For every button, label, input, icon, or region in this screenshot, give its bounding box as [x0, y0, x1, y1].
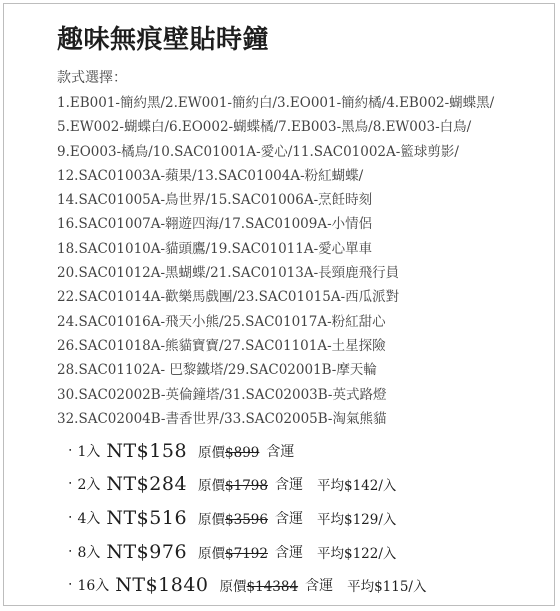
average-price: 平均$115/入 — [347, 579, 427, 596]
average-price: 平均$129/入 — [316, 511, 397, 528]
original-price-value: $14384 — [246, 579, 299, 596]
shipping-note: 含運 — [274, 510, 303, 527]
sale-price: NT$976 — [106, 540, 188, 563]
original-price-label: 原價 — [198, 511, 226, 528]
style-options-list — [57, 91, 547, 431]
shipping-note: 含運 — [305, 578, 334, 595]
shipping-note: 含運 — [274, 544, 303, 561]
original-price-label: 原價 — [219, 579, 247, 596]
average-price: 平均$142/入 — [316, 478, 397, 495]
original-price — [220, 575, 299, 595]
style-line: 1.EB001-簡約黑/2.EW001-簡約白/3.EO001-簡約橘/4.EB002-蝴蝶黑/ — [57, 95, 495, 111]
style-line: 18.SAC01010A-貓頭鷹/19.SAC01011A-愛心單車 — [57, 240, 373, 257]
bullet-dot: ‧ — [68, 543, 73, 560]
sale-price: NT$516 — [106, 506, 188, 529]
original-price-value: $7192 — [225, 545, 268, 562]
average-price: 平均$122/入 — [316, 545, 397, 562]
original-price — [198, 474, 268, 494]
original-price — [198, 542, 268, 562]
sale-price: NT$158 — [106, 439, 188, 462]
style-line: 22.SAC01014A-歡樂馬戲團/23.SAC01015A-西瓜派對 — [57, 289, 400, 306]
original-price — [198, 508, 268, 528]
style-options-label: 款式選擇： — [57, 70, 127, 86]
bullet-dot: ‧ — [68, 476, 73, 493]
original-price — [198, 441, 259, 461]
sale-price: NT$284 — [106, 473, 188, 496]
style-line: 30.SAC02002B-英倫鐘塔/31.SAC02003B-英式路燈 — [57, 386, 387, 403]
pricing-list — [68, 434, 548, 602]
page-title: 趣味無痕壁貼時鐘 — [57, 25, 270, 55]
sale-price: NT$1840 — [115, 574, 209, 597]
style-line: 9.EO003-橘鳥/10.SAC01001A-愛心/11.SAC01002A-籃球剪影/ — [57, 143, 459, 160]
style-line: 14.SAC01005A-鳥世界/15.SAC01006A-烹飪時刻 — [57, 192, 373, 209]
quantity: 4入 — [77, 510, 101, 527]
style-line: 16.SAC01007A-翱遊四海/17.SAC01009A-小情侶 — [57, 216, 373, 233]
quantity: 16入 — [77, 578, 110, 595]
style-line: 12.SAC01003A-蘋果/13.SAC01004A-粉紅蝴蝶/ — [57, 167, 364, 184]
shipping-note: 含運 — [266, 443, 295, 460]
style-line: 24.SAC01016A-飛天小熊/25.SAC01017A-粉紅甜心 — [57, 313, 386, 330]
style-line: 26.SAC01018A-熊貓寶寶/27.SAC01101A-土星探險 — [57, 337, 386, 354]
quantity: 1入 — [77, 443, 101, 460]
quantity: 8入 — [77, 544, 101, 561]
pricing-row-1 — [68, 434, 548, 468]
original-price-value: $899 — [225, 444, 260, 461]
bullet-dot: ‧ — [68, 509, 73, 526]
original-price-value: $1798 — [225, 478, 268, 495]
original-price-label: 原價 — [198, 545, 226, 562]
pricing-row-2 — [68, 468, 548, 502]
shipping-note: 含運 — [274, 477, 303, 494]
style-line: 20.SAC01012A-黑蝴蝶/21.SAC01013A-長頸鹿飛行員 — [57, 265, 400, 282]
original-price-label: 原價 — [198, 478, 226, 495]
original-price-value: $3596 — [225, 511, 268, 528]
pricing-row-5 — [68, 568, 548, 602]
bullet-dot: ‧ — [68, 442, 73, 459]
original-price-label: 原價 — [198, 444, 226, 461]
style-line: 32.SAC02004B-書香世界/33.SAC02005B-淘氣熊貓 — [57, 410, 387, 427]
pricing-row-4 — [68, 535, 548, 569]
bullet-dot: ‧ — [68, 577, 73, 594]
pricing-row-3 — [68, 501, 548, 535]
style-line: 28.SAC01102A- 巴黎鐵塔/29.SAC02001B-摩天輪 — [57, 362, 377, 379]
quantity: 2入 — [77, 477, 101, 494]
style-line: 5.EW002-蝴蝶白/6.EO002-蝴蝶橘/7.EB003-黑鳥/8.EW003-白鳥/ — [57, 119, 472, 136]
